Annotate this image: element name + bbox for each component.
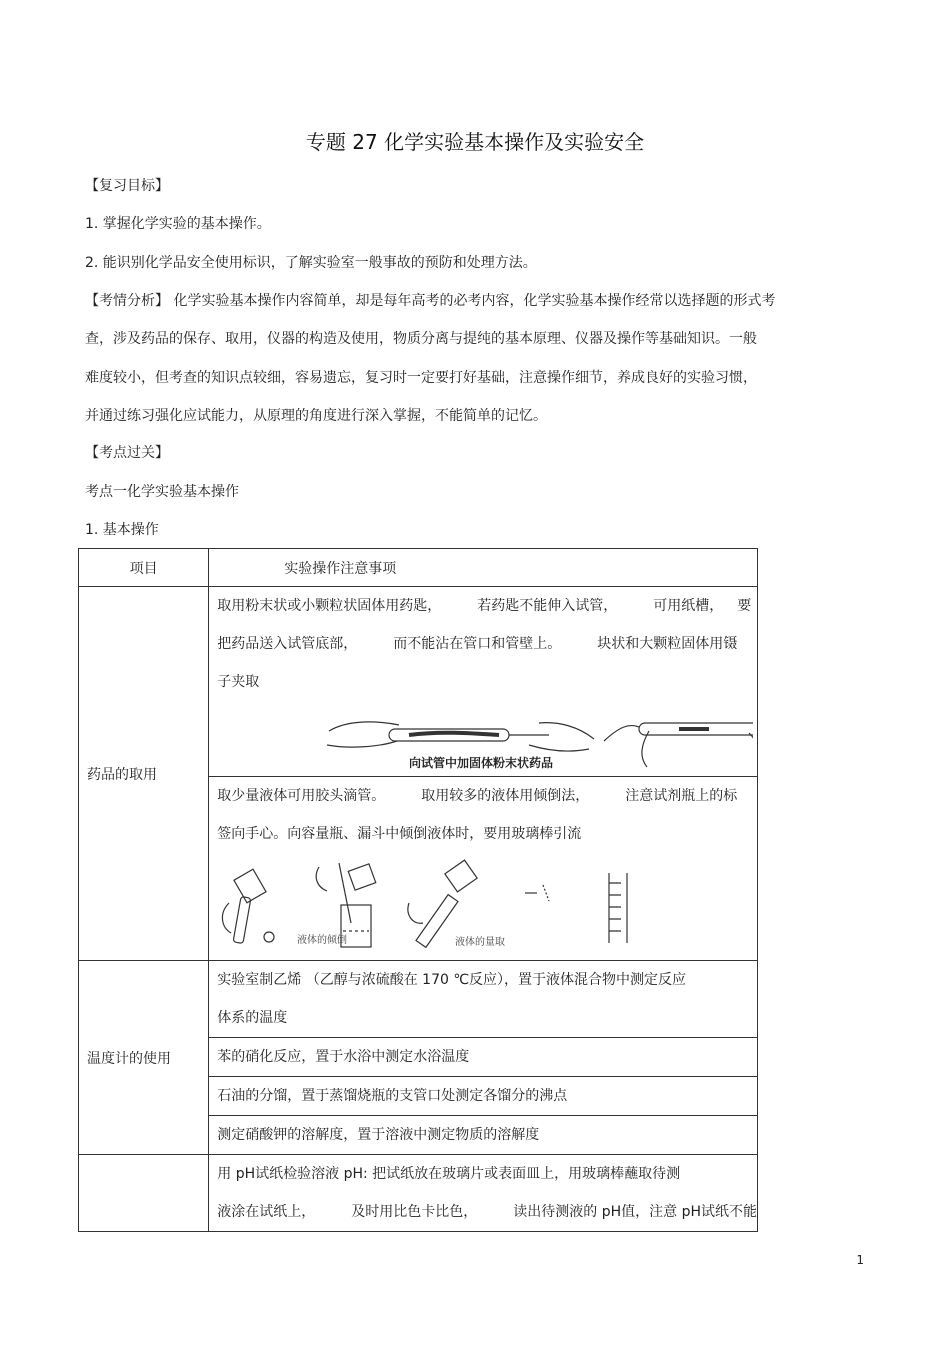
liquid-cell [209,777,758,961]
liquid-caption-measuring: 液体的量取 [455,937,506,948]
liquid-caption-pouring: 液体的倾倒 [297,935,348,946]
header-item: 项目 [79,549,209,587]
solid-cell [209,587,758,777]
solid-line-3: 子夹取 [217,674,260,690]
goal-2: 2. 能识别化学品安全使用标识，了解实验室一般事故的预防和处理方法。 [85,255,537,271]
ph-label [79,1155,209,1232]
section-1-title: 1. 基本操作 [85,522,159,538]
thermo-row-2 [209,1038,758,1077]
liquid-pouring-illustration [209,853,753,953]
liquid-line-1: 取少量液体可用胶头滴管。 取用较多的液体用倾倒法， 注意试剂瓶上的标 [217,788,738,804]
thermo-row-4-text: 测定硝酸钾的溶解度，置于溶液中测定物质的溶解度 [217,1127,540,1143]
basic-operations-table [78,548,758,1232]
drug-handling-label: 药品的取用 [79,587,209,961]
thermo-row-3 [209,1077,758,1116]
table-row [79,961,758,1038]
liquid-line-2: 签向手心。向容量瓶、漏斗中倾倒液体时，要用玻璃棒引流 [217,826,582,842]
review-heading: 【复习目标】 [85,178,169,194]
thermo-row-1-line-1: 实验室制乙烯 （乙醇与浓硫酸在 170 ℃反应），置于液体混合物中测定反应 [217,972,687,988]
page-title: 专题 27 化学实验基本操作及实验安全 [305,130,645,154]
thermo-row-3-text: 石油的分馏，置于蒸馏烧瓶的支管口处测定各馏分的沸点 [217,1088,568,1104]
ph-cell [209,1155,758,1232]
thermo-row-2-text: 苯的硝化反应，置于水浴中测定水浴温度 [217,1049,470,1065]
point-1-title: 考点一化学实验基本操作 [85,484,239,500]
page-number: 1 [856,1253,864,1267]
thermo-row-1 [209,961,758,1038]
solid-caption: 向试管中加固体粉末状药品 [409,756,554,770]
thermometer-label: 温度计的使用 [79,961,209,1155]
analysis-line-2: 查，涉及药品的保存、取用，仪器的构造及使用，物质分离与提纯的基本原理、仪器及操作等基础知识。一般 [85,331,757,347]
ph-line-2: 液涂在试纸上， 及时用比色卡比色， 读出待测液的 pH值，注意 pH试纸不能 [217,1204,757,1220]
thermo-row-1-line-2: 体系的温度 [217,1010,288,1026]
header-notes: 实验操作注意事项 [209,549,758,587]
ph-line-1: 用 pH试纸检验溶液 pH: 把试纸放在玻璃片或表面皿上，用玻璃棒蘸取待测 [217,1166,681,1182]
solid-line-1: 取用粉末状或小颗粒状固体用药匙， 若药匙不能伸入试管， 可用纸槽， 要 [217,598,752,614]
points-heading: 【考点过关】 [85,445,169,461]
analysis-line-1: 【考情分析】 化学实验基本操作内容简单，却是每年高考的必考内容，化学实验基本操作经常以选择题的形式考 [85,293,776,309]
goal-1: 1. 掌握化学实验的基本操作。 [85,216,271,232]
thermo-row-4 [209,1116,758,1155]
analysis-line-4: 并通过练习强化应试能力，从原理的角度进行深入掌握，不能简单的记忆。 [85,408,547,424]
analysis-line-3: 难度较小，但考查的知识点较细，容易遗忘，复习时一定要打好基础，注意操作细节，养成良好的实验习惯， [85,370,757,386]
solid-line-2: 把药品送入试管底部， 而不能沾在管口和管壁上。 块状和大颗粒固体用镊 [217,636,738,652]
table-header-row [79,549,758,587]
table-row [79,587,758,777]
table-row [79,1155,758,1232]
solid-powder-illustration [209,701,753,773]
